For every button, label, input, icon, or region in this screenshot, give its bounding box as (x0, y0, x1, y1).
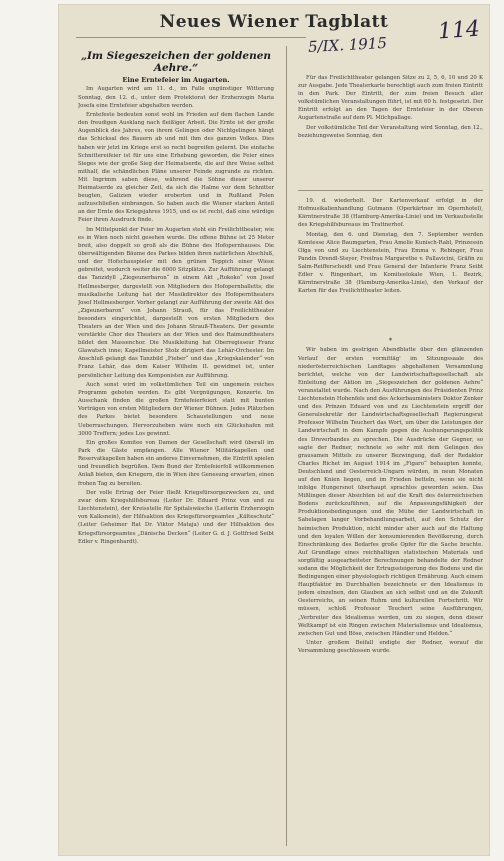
article-headline: „Im Siegeszeichen der goldenen Aehre.“ (80, 50, 272, 74)
paragraph: Ein großes Komitee von Damen der Gesellschaft wird überall im Park die Gäste empfangen. Alle Wiener Militärkapellen und Reservatkapellen haben ein anderes Einvernehmen, die Eintritt spielen und freundlich begrüßen. Dem Bund der Erntefeierfoll willkommenen Anlaß bieten, den Kriegern, die in Wien ihre Genesung erwarten, einen frohen Tag zu bereiten. (78, 440, 274, 487)
newspaper-clipping (58, 4, 490, 856)
paragraph: Montag, den 6. und Dienstag, den 7. September werden Komtesse Alice Baumgarten, Frau Amelie Kunisch-Rabl, Prinzessin Olga von und zu Liechtenstein, Frau Emma v. Rebinger, Frau Pandin Drendl-Steyer, Freifrau Margarethe v. Pallavicini, Gräfin zu Salm-Reifferscheidt und Frau General der Infanterie Franz Seibt Edler v. Ringenhart, im Komiteelokale Wien, 1. Bezirk, Kärntnerstraße 38 (Hamburg-Amerika-Linie), den Verkauf der Karten für das Freilichttheater leiten. (298, 231, 483, 295)
paragraph: 19. d. wiederholt. Der Kartenverkauf erfolgt in der Hofmusikalienhandlung Gutmann (Operkärtner im Opernhotel), Kärntnerstraße 38 (Hamburg-Amerika-Linie) und im Verkaufsstelle des Kriegshilfsbureaus im Trattnerhof. (298, 198, 483, 229)
paragraph: Im Augarten wird am 11. d., im Falle ungünstiger Witterung Sonntag, den 12. d., unter dem Protektorat der Erzherzogin Maria Josefa eine Erntefeier abgehalten werden. (78, 86, 274, 109)
section-rule (298, 190, 483, 191)
paragraph: Erntefeste bedeuten sonst wohl im Frieden auf dem flachen Lande den freudigen Ausklang nach fleißiger Arbeit. Die Ernte ist der große Augenblick des Jahres, von ihrem Gelingen oder Nichtgelingen hängt das Schicksal des Bauern ab und mit ihm des ganzen Volkes. Dies haben wir jetzt im Kriege erst so recht begreifen gelernt. Die einfache Schnittereifeier ist für uns eine Erhebung geworden, die Feier eines Sieges wie der große Sieg der Heimatserde, die auf ihre Weise selbst mithalf, die schändlichen Pläne unserer Feinde zugrunde zu richten. Mit Ingrimm sahen diese, während die Söhne dieser unserer Heimatserde zu gleicher Zeit, da sich die Halme vor dem Schnitter beugten, Galizien wieder eroberten und in Rußland Polen aufzuschließen einbrangen. So haben auch die Wiener starken Anteil an der Ernte des Kriegsjahres 1915, und es ist recht, daß eine würdige Feier ihren Ausdruck finde. (78, 112, 274, 224)
paragraph: Wir haben im gestrigen Abendblatte über den glänzenden Verlauf der ersten vormittäg' im Sitzungssaale des niederösterreichischen Landtages abgehaltenen Versammlung berichtet, welche von der Landwirtschaftsgesellschaft als Einleitung der Aktion im „Siegeszeichen der goldenen Aehre“ veranstaltet wurde. Nach den Ausführungen des Präsidenten Prinz Liechtenstein Hohenfels und des Ackerbauministers Doktor Zenker und des Prinzen Eduard von und zu Liechtenstein ergriff der Generalsekretär der Landwirtschaftsgesellschaft Regierungsrat Professor Wilhelm Teuchert das Wort, um über die Leistungen der Landwirtschaft in dem Kampfe gegen die Aushungerungspolitik des Dreverbandes zu sprechen. Die Ausdrücke der Gegner, so sagte der Redner, rechnete so sehr mit dem Gelingen des grausamen Mittels zu unserer Bezwingung, daß der Redaktor Charles Richet im August 1914 im „Figaro“ behaupten konnte, Deutschland und Oesterreich-Ungarn würden, in neun Monaten auf den Knien liegen, und im Frieden betteln, wenn sie nicht infolge Hungersnot überhaupt sprachlos geworden seien. Das Mißlingen dieser Absichten ist auf die Kraft des österreichischen Bodens zurückzuführen, auf die Anpassungsfähigkeit der Produktionsbedingungen und die Mühe der Landwirtschaft in Sahelagen langer Vorbehandlungsarbeit, auf den Schutz der heimischen Produktion, nicht minder aber auch auf die Haltung und den loyalen Willen der konsumierenden Bevölkerung, durch Einschränkung des Bedarfes große Opfer für die Sache brachte. Auf Grundlage eines reichhaltigen statistischen Materials und sorgfältig ausgearbeiteter Berechnungen behandelte der Redner sodann die Möglichkeit der Ertragssteigerung des Bodens und die Bedingungen einer physiologisch richtigen Ernährung. Auch einem Hauptfaktor im Durchhalten bezeichnete er den Idealismus in jedem einzelnen, den Glauben an sich selbst und an die Zukunft Oesterreichs, an seinen Ruhm und kulturellen Fortschritt. Wir müssen, schloß Professor Teuchert seine Ausführungen, „Verbreiter des Idealismus werden, um zu siegen, denn dieser Weltkampf ist ein Ringen zwischen Materialismus und Idealismus, zwischen Gut und Böse, zwischen Händler und Helden.“ (298, 347, 483, 637)
article-subhead: Eine Erntefeier im Augarten. (122, 76, 230, 84)
handwritten-date: 5/IX. 1915 (307, 33, 388, 57)
paragraph: Auch sonst wird im volkstümlichen Teil ein ungemein reiches Programm geboten werden. Es gibt Vergnügungen, Konzerte. Im Ausschank finden die großen Erntefeierfeiert statt mit bunten Vorträgen von ersten Mitgliedern der Wiener Bühnen. Jedes Plätzchen des Parkes bietet besondere Schaustellungen und neue Ueberraschungen. Hervorzuheben wäre noch ein Glückshafen mit 3000 Treffern; jedes Los gewinnt. (78, 382, 274, 437)
paragraph: Der volle Ertrag der Feier fließt Kriegsfürsorgezwecken zu, und zwar dem Kriegshilfsbureau (Leiter Dr. Eduard Prinz von und zu Liechtenstein), der Kreisstelle für Spitalswäsche (Leiterin Erzherzogin von Kalksnein), der Hilfsaktion des Kriegsfürsorgeamtes „Kälteschutz“ (Leiter Geheimer Rat Dr. Viktor Mataja) und der Hilfsaktion des Kriegsfürsorgeamtes „Dänische Decken“ (Leiter G. d. J. Gottfried Seibt Edler v. Ringenhardt). (78, 490, 274, 545)
handwritten-number: 114 (437, 16, 481, 45)
article-column-right-bottom (298, 337, 483, 837)
masthead: Neues Wiener Tagblatt (159, 12, 389, 32)
paragraph: Der volkstümliche Teil der Veranstaltung wird Sonntag, den 12., beziehungsweise Sonntag, den (298, 124, 483, 140)
top-rule (76, 37, 306, 38)
section-star: * (388, 337, 393, 345)
column-divider (286, 46, 287, 846)
article-column-left (78, 48, 274, 843)
paragraph: Im Mittelpunkt der Feier im Augarten steht ein Freilichttheater, wie es in Wien noch nicht gesehen wurde. Die offene Bühne ist 25 Meter breit, also doppelt so groß als die Bühne des Hofopernhauses. Die überwältigenden Bäume des Parkes bilden ihren natürlichen Abschluß, und der Hofschauspieler mit den grünen Teppich einer Wiese gebreitet, wodurch weiter die 6000 Sitzplätze. Zur Aufführung gelangt das Tanzidyll „Ziegeunerbaron“ in einem Akt „Rokoko“ von Josef Hellmesberger, dargestellt von Mitgliedern des Hofopernballetts; die musikalische Leitung hat der Musikdirektor des Hofoperntheaters Josef Hellmesberger. Vorher gelangt zur Aufführung der zweite Akt des „Zigeunerbaron“ von Johann Strauß, für das Freilichttheater besonders eingerichtet, dargestellt von ersten Mitgliedern des Theaters an der Wien und des Johann Strauß-Theaters. Der gesamte verstärkte Chor des Theaters an der Wien und des Raimundtheaters bildet den Massenchor. Die Musikleitung hat Oberregisseur Franz Glawatsch inne; Kapellmeister Stolz dirigiert das Lehár-Orchester. Im Anschluß gelangt das Tanzbild „Fieber“ und das „Kriegskalender“ von Franz Lehár, das dem Kaiser Wilhelm II. gewidmet ist, unter persönlicher Leitung des Komponisten zur Aufführung. (78, 226, 274, 379)
article-column-right-middle (298, 197, 483, 329)
paragraph: Für das Freilichttheater gelangen Sitze zu 2, 5, 6, 10 und 20 K zur Ausgabe. Jede Theaterkarte berechtigt auch zum freien Eintritt in den Park. Der Eintritt, der zum freien Besuch aller volkstümlichen Veranstaltungen führt, ist mit 60 h. festgesetzt. Der Eintritt erfolgt an den Tagen der Erntefeier in der Oberen Augartenstraße auf dem Pl. Milchpallage. (298, 75, 483, 122)
paragraph: Unter großem Beifall endigte der Redner, worauf die Versammlung geschlossen wurde. (298, 640, 483, 655)
article-column-right-top (298, 74, 483, 178)
